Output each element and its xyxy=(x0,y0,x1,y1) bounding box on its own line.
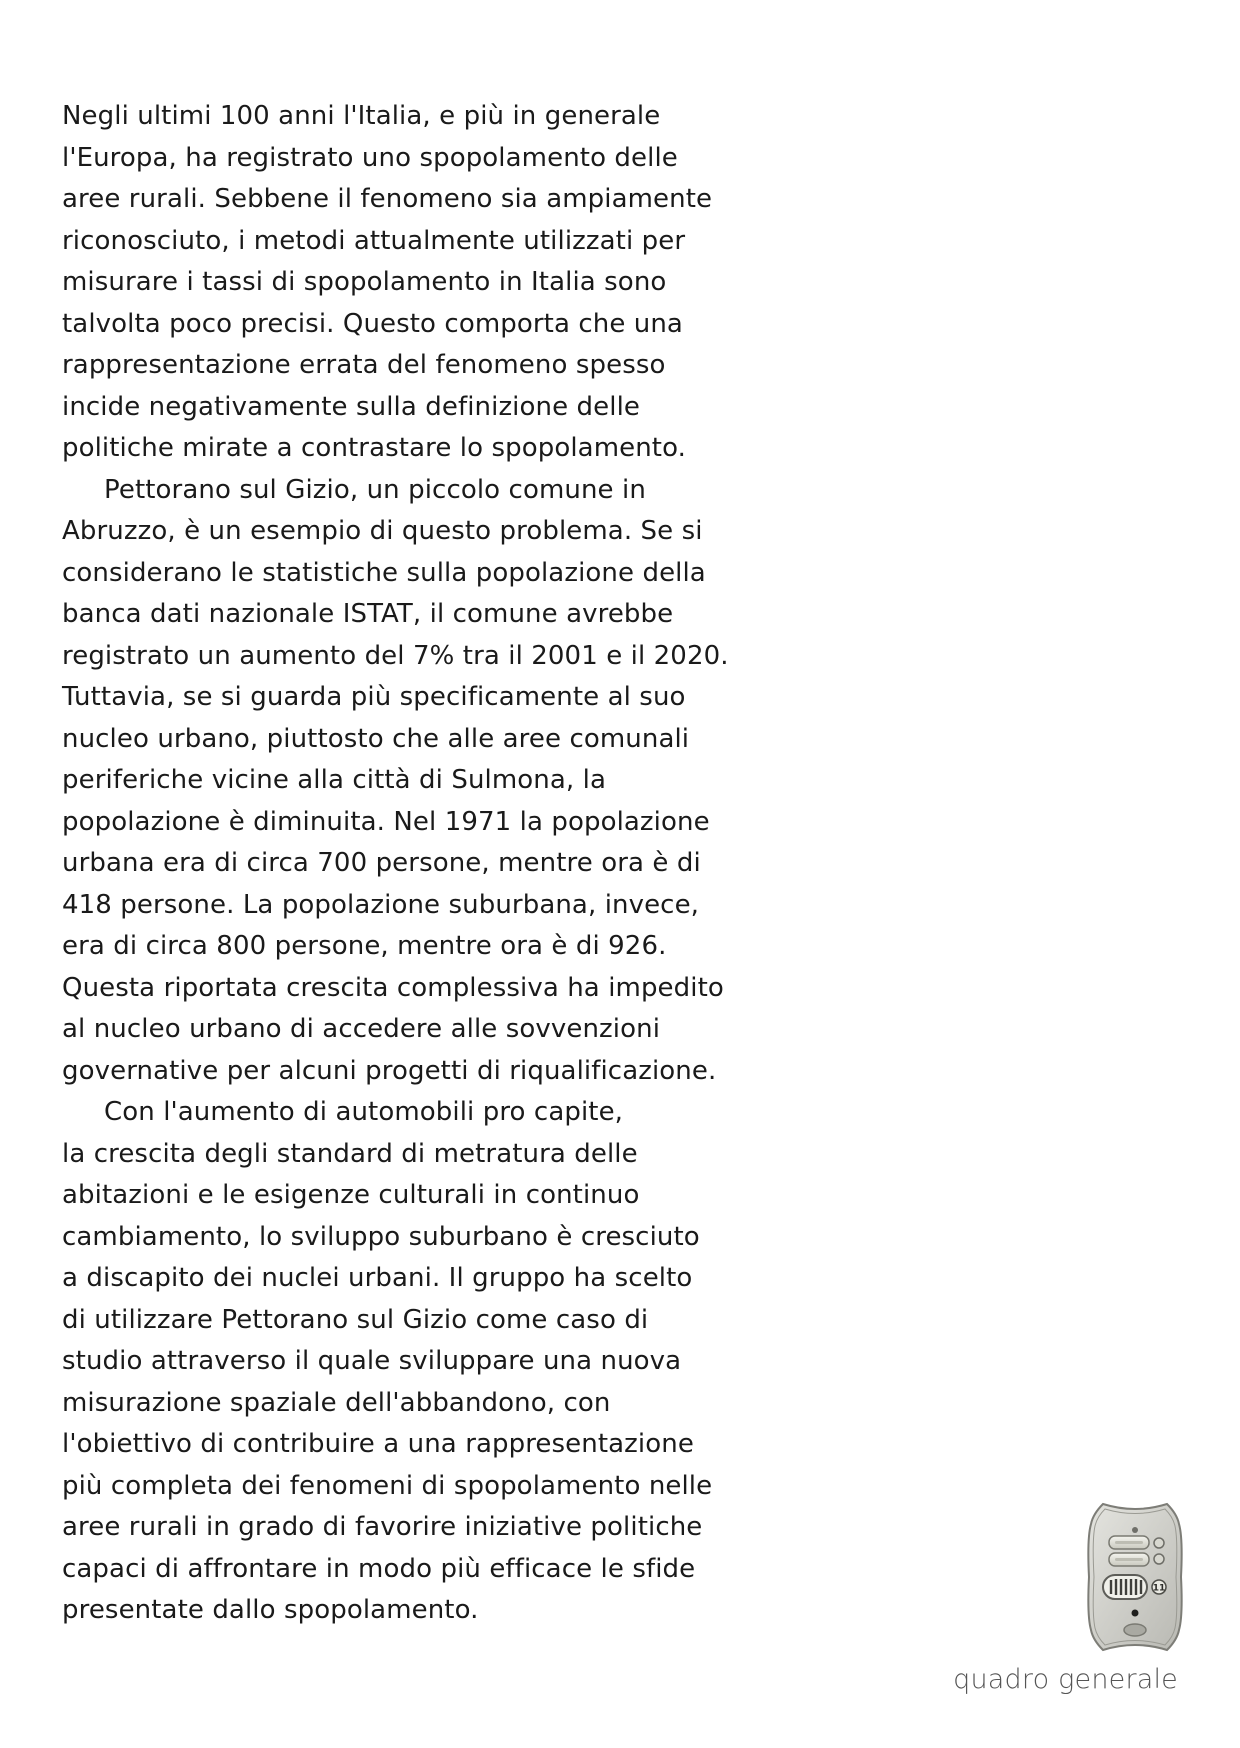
text-line: l'Europa, ha registrato uno spopolamento delle xyxy=(62,142,678,173)
section-label: quadro generale xyxy=(953,1664,1178,1695)
text-line: Tuttavia, se si guarda più specificamente al suo xyxy=(62,682,686,712)
text-line: misurazione spaziale dell'abbandono, con xyxy=(62,1387,611,1418)
text-line: abitazioni e le esigenze culturali in continuo xyxy=(62,1180,640,1210)
text-line: Questa riportata crescita complessiva ha impedito xyxy=(62,972,724,1003)
intercom-illustration xyxy=(1085,1500,1185,1654)
text-line: riconosciuto, i metodi attualmente utilizzati per xyxy=(62,225,686,256)
text-line: aree rurali in grado di favorire iniziative politiche xyxy=(62,1512,703,1542)
intercom-panel-icon xyxy=(1085,1500,1185,1654)
paragraph-start-line: Pettorano sul Gizio, un piccolo comune in xyxy=(104,474,646,505)
text-line: nucleo urbano, piuttosto che alle aree comunali xyxy=(62,723,690,754)
text-line: la crescita degli standard di metratura delle xyxy=(62,1138,638,1169)
text-line: a discapito dei nuclei urbani. Il gruppo ha scelto xyxy=(62,1263,693,1293)
text-line: considerano le statistiche sulla popolazione della xyxy=(62,557,706,588)
text-line: incide negativamente sulla definizione delle xyxy=(62,391,640,422)
text-line: Abruzzo, è un esempio di questo problema. Se si xyxy=(62,516,703,546)
text-line: cambiamento, lo sviluppo suburbano è cresciuto xyxy=(62,1221,700,1252)
text-line: presentate dallo spopolamento. xyxy=(62,1595,479,1625)
text-line: governative per alcuni progetti di riqualificazione. xyxy=(62,1055,717,1086)
text-line: capaci di affrontare in modo più efficace le sfide xyxy=(62,1553,696,1584)
text-line: banca dati nazionale ISTAT, il comune avrebbe xyxy=(62,599,674,629)
intercom-number: 11 xyxy=(1152,1583,1166,1594)
text-line: al nucleo urbano di accedere alle sovvenzioni xyxy=(62,1014,661,1044)
text-line: di utilizzare Pettorano sul Gizio come caso di xyxy=(62,1304,649,1335)
text-line: Negli ultimi 100 anni l'Italia, e più in generale xyxy=(62,101,661,131)
text-line: aree rurali. Sebbene il fenomeno sia ampiamente xyxy=(62,184,713,214)
text-line: registrato un aumento del 7% tra il 2001 e il 2020. xyxy=(62,640,729,671)
body-text xyxy=(62,96,822,1632)
text-line: politiche mirate a contrastare lo spopolamento. xyxy=(62,433,687,463)
text-line: talvolta poco precisi. Questo comporta che una xyxy=(62,308,683,339)
text-line: urbana era di circa 700 persone, mentre ora è di xyxy=(62,848,701,878)
paragraph-start-line: Con l'aumento di automobili pro capite, xyxy=(104,1097,624,1127)
text-line: periferiche vicine alla città di Sulmona, la xyxy=(62,765,606,795)
text-line: misurare i tassi di spopolamento in Italia sono xyxy=(62,267,667,297)
text-line: studio attraverso il quale sviluppare una nuova xyxy=(62,1346,682,1376)
text-line: 418 persone. La popolazione suburbana, invece, xyxy=(62,889,700,920)
text-line: era di circa 800 persone, mentre ora è di 926. xyxy=(62,931,667,961)
text-line: l'obiettivo di contribuire a una rappresentazione xyxy=(62,1429,694,1459)
text-line: più completa dei fenomeni di spopolamento nelle xyxy=(62,1470,713,1501)
text-line: rappresentazione errata del fenomeno spesso xyxy=(62,350,666,380)
text-line: popolazione è diminuita. Nel 1971 la popolazione xyxy=(62,806,710,837)
